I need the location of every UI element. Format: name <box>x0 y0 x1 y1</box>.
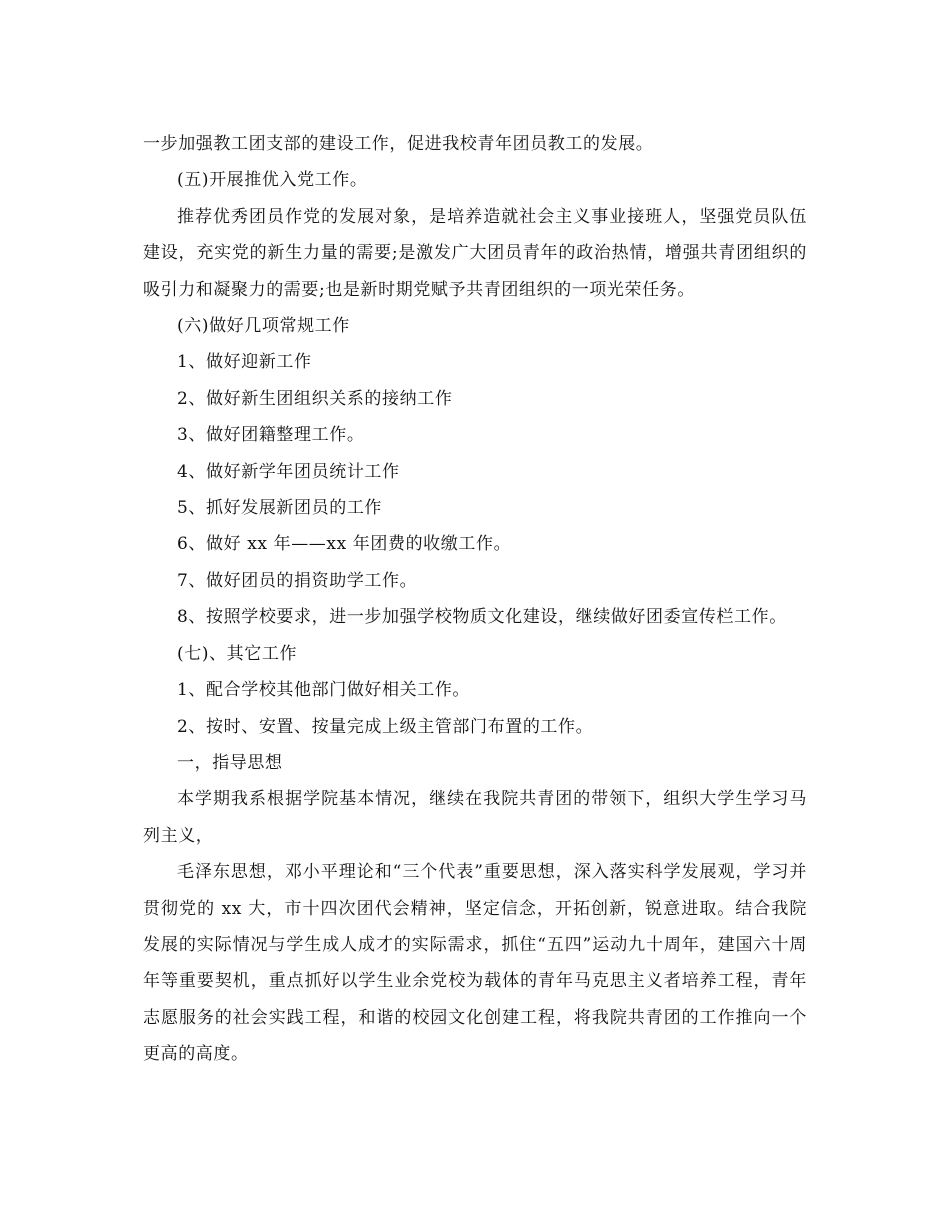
paragraph-17: 本学期我系根据学院基本情况，继续在我院共青团的带领下，组织大学生学习马列主义， <box>143 789 807 846</box>
paragraph-18: 毛泽东思想，邓小平理论和“三个代表”重要思想，深入落实科学发展观，学习并贯彻党的 xx 大，市十四次团代会精神，坚定信念，开拓创新，锐意进取。结合我院发展的实际情况与学生成人成才的实际需求，抓住“五四”运动九十周年，建国六十周年等重要契机，重点抓好以学生业余党校为载体的青年马克思主义者培养工程，青年志愿服务的社会实践工程，和谐的校园文化创建工程，将我院共青团的工作推向一个更高的高度。 <box>143 862 807 1065</box>
list-item: 8、按照学校要求，进一步加强学校物质文化建设，继续做好团委宣传栏工作。 <box>177 607 787 628</box>
document-body <box>143 126 807 1073</box>
list-item: 2、做好新生团组织关系的接纳工作 <box>177 388 453 409</box>
section-heading-5: (五)开展推优入党工作。 <box>177 170 368 191</box>
paragraph-3: 推荐优秀团员作党的发展对象，是培养造就社会主义事业接班人，坚强党员队伍建设，充实党的新生力量的需要;是激发广大团员青年的政治热情，增强共青团组织的吸引力和凝聚力的需要;也是新时期党赋予共青团组织的一项光荣任务。 <box>143 206 807 300</box>
list-item: 3、做好团籍整理工作。 <box>177 425 365 446</box>
list-item: 6、做好 xx 年——xx 年团费的收缴工作。 <box>177 534 512 555</box>
list-item: 7、做好团员的捐资助学工作。 <box>177 570 418 591</box>
list-item: 1、做好迎新工作 <box>177 352 312 373</box>
list-item: 4、做好新学年团员统计工作 <box>177 461 400 482</box>
paragraph-1: 一步加强教工团支部的建设工作，促进我校青年团员教工的发展。 <box>143 134 654 154</box>
list-item: 2、按时、安置、按量完成上级主管部门布置的工作。 <box>177 716 594 737</box>
section-heading-guiding-thought: 一，指导思想 <box>177 752 283 773</box>
section-heading-7: (七)、其它工作 <box>177 643 298 664</box>
list-item: 5、抓好发展新团员的工作 <box>177 498 383 519</box>
section-heading-6: (六)做好几项常规工作 <box>177 316 350 337</box>
list-item: 1、配合学校其他部门做好相关工作。 <box>177 680 471 701</box>
